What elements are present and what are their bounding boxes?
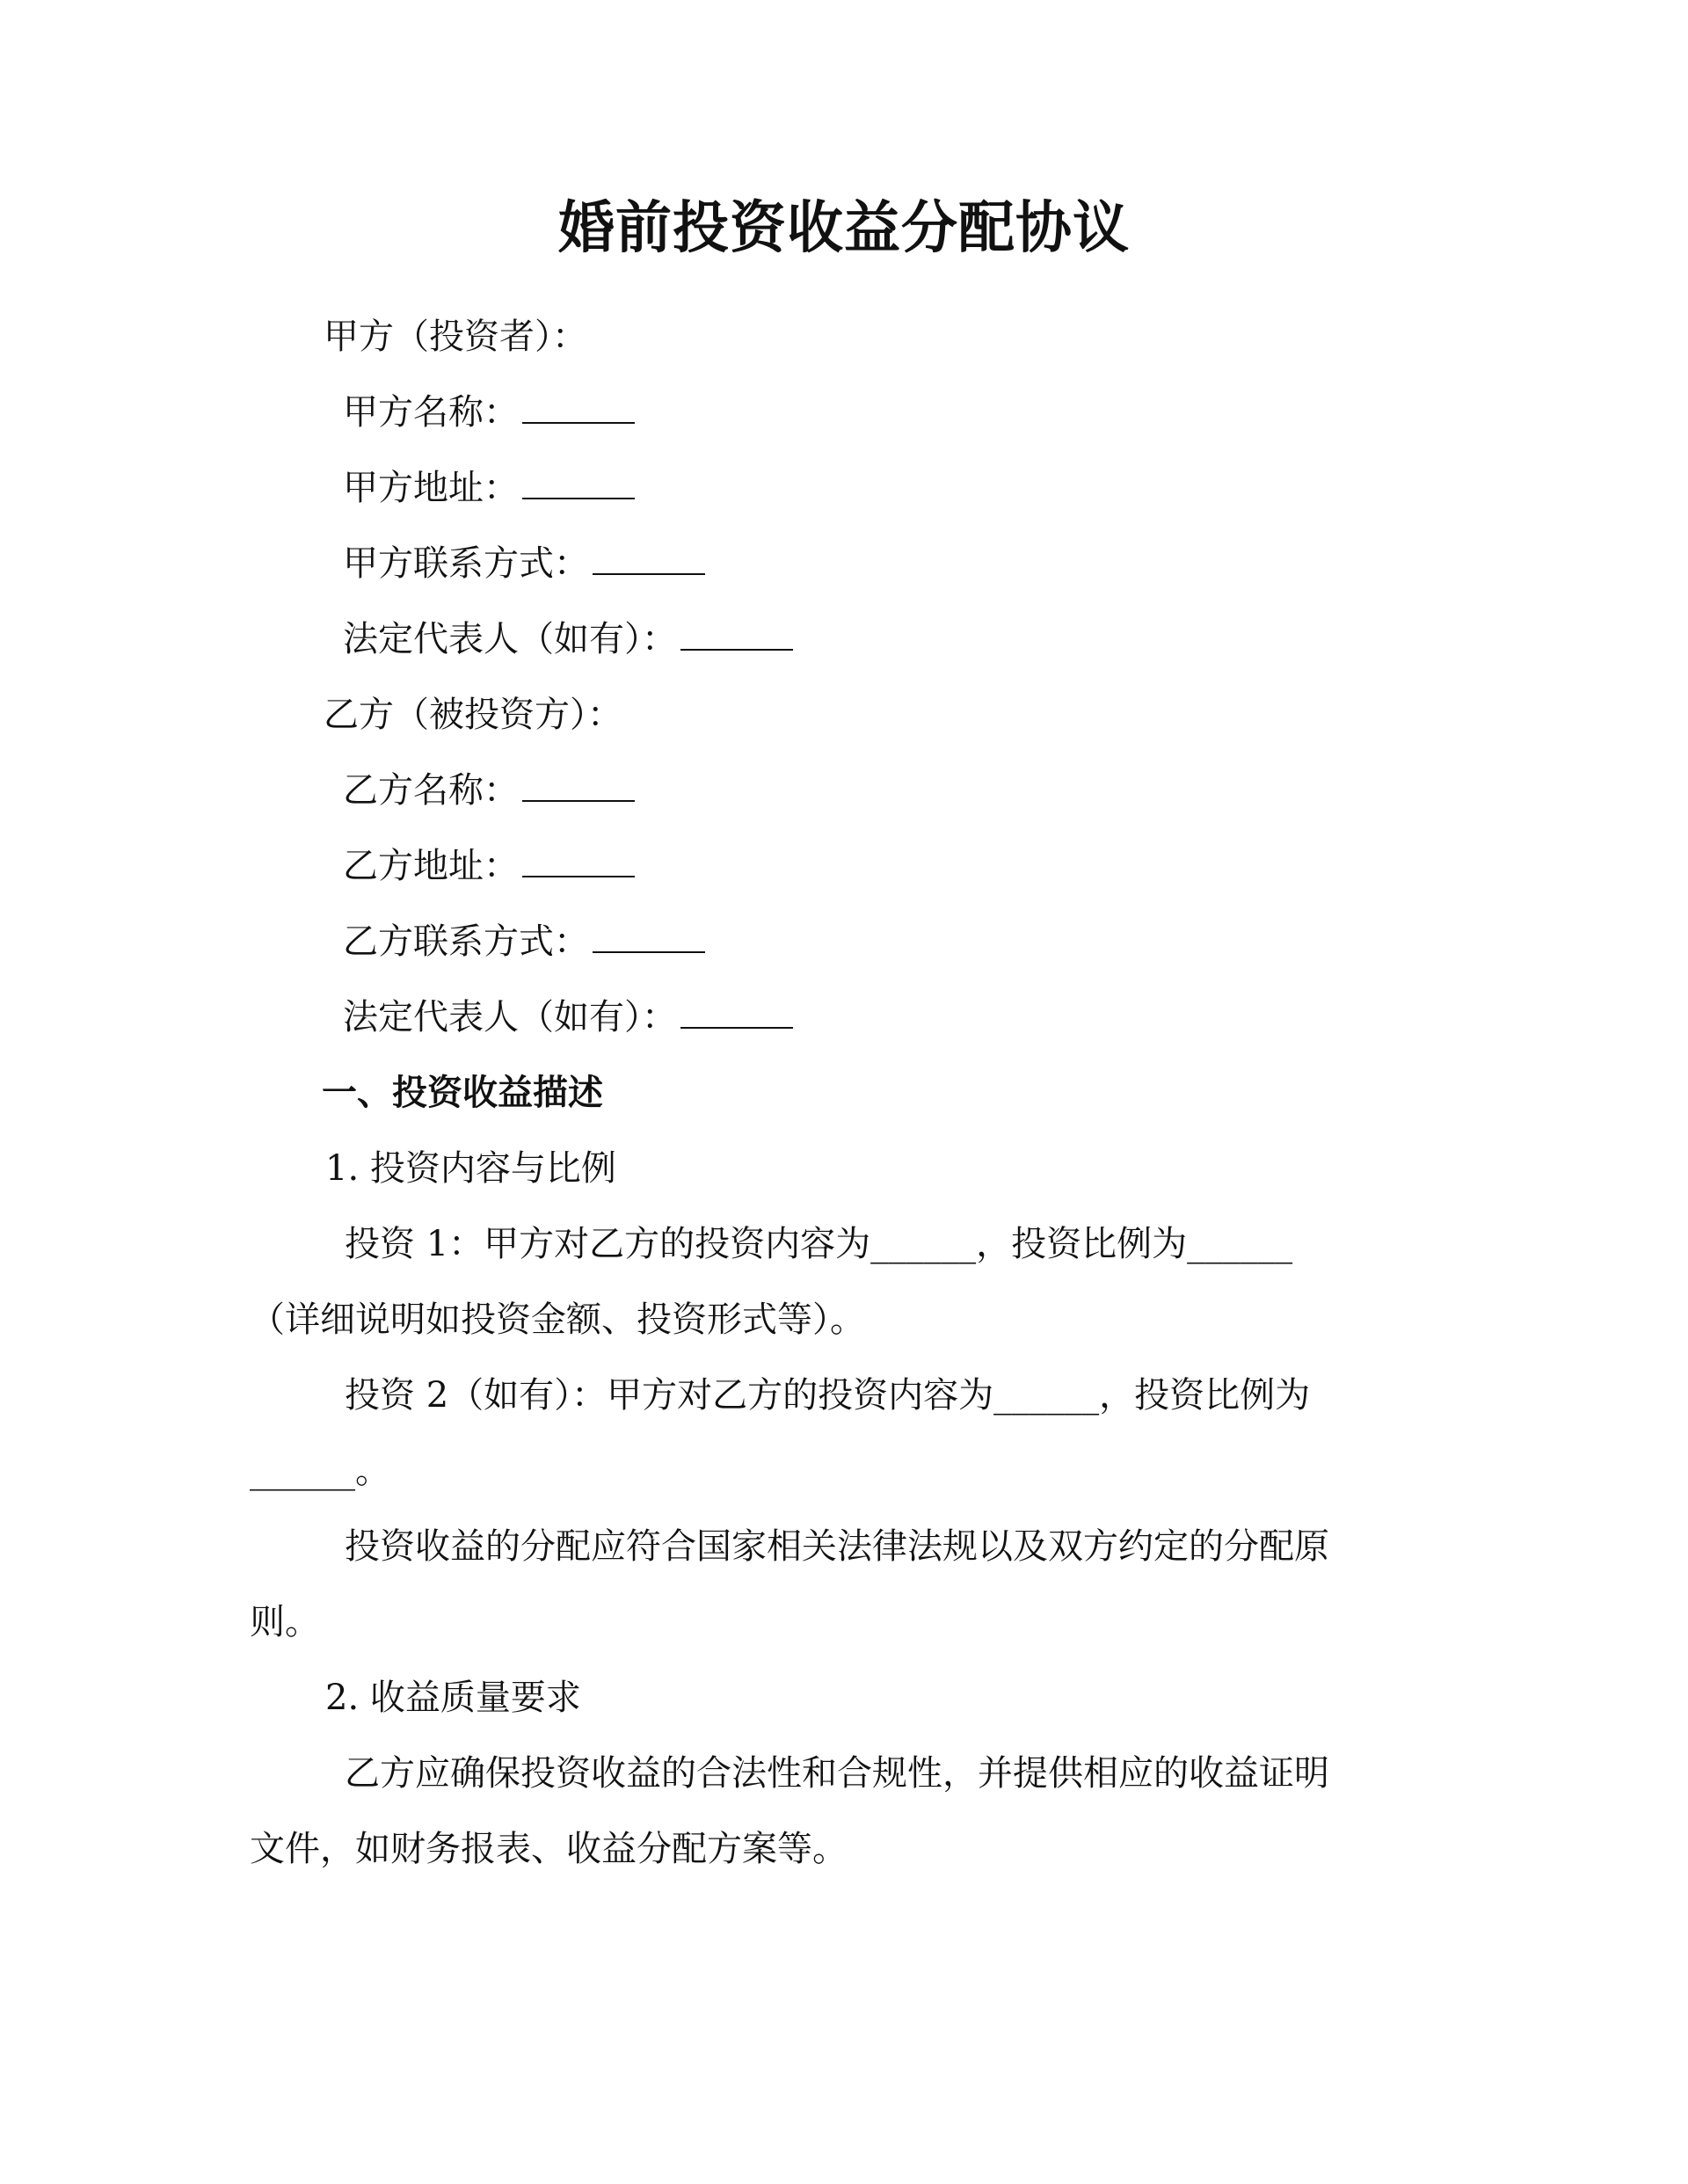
party-b-address-blank (522, 876, 635, 877)
quality-requirement-line-2: 文件，如财务报表、收益分配方案等。 (250, 1829, 848, 1869)
party-a-rep-blank (680, 649, 793, 651)
party-b-heading: 乙方（被投资方）： (324, 695, 622, 735)
party-a-address-blank (522, 498, 635, 499)
investment-2-line-2: ______。 (250, 1451, 390, 1491)
investment-1-line-2: （详细说明如投资金额、投资形式等）。 (250, 1299, 865, 1340)
party-a-address-field (343, 466, 635, 510)
investment-2-line-1: 投资 2（如有）：甲方对乙方的投资内容为______，投资比例为 (345, 1375, 1311, 1416)
party-a-heading: 甲方（投资者）： (324, 317, 587, 357)
item-2-heading: 2. 收益质量要求 (325, 1678, 581, 1718)
investment-1-line-1: 投资 1：甲方对乙方的投资内容为______，投资比例为______ (345, 1224, 1293, 1264)
quality-requirement-line-1: 乙方应确保投资收益的合法性和合规性，并提供相应的收益证明 (345, 1753, 1329, 1794)
party-b-address-label: 乙方地址： (343, 846, 519, 886)
document-title: 婚前投资收益分配协议 (558, 195, 1130, 261)
party-b-name-field (343, 768, 635, 812)
section-1-heading: 一、投资收益描述 (322, 1073, 603, 1113)
party-b-contact-label: 乙方联系方式： (343, 921, 589, 962)
party-a-rep-field (343, 617, 793, 661)
party-a-contact-blank (593, 573, 705, 575)
party-a-contact-label: 甲方联系方式： (343, 543, 589, 584)
party-a-address-label: 甲方地址： (343, 468, 519, 508)
party-b-rep-label: 法定代表人（如有）： (343, 997, 677, 1037)
party-a-rep-label: 法定代表人（如有）： (343, 619, 677, 659)
item-1-heading: 1. 投资内容与比例 (325, 1148, 616, 1189)
distribution-principle-line-2: 则。 (250, 1602, 320, 1642)
party-b-address-field (343, 844, 635, 888)
party-b-name-blank (522, 800, 635, 802)
party-b-rep-field (343, 995, 793, 1039)
party-b-contact-blank (593, 951, 705, 953)
party-a-name-label: 甲方名称： (343, 392, 519, 433)
party-b-contact-field (343, 920, 705, 964)
party-b-rep-blank (680, 1027, 793, 1029)
party-a-contact-field (343, 542, 705, 586)
party-b-name-label: 乙方名称： (343, 770, 519, 811)
distribution-principle-line-1: 投资收益的分配应符合国家相关法律法规以及双方约定的分配原 (345, 1526, 1329, 1567)
party-a-name-field (343, 390, 635, 434)
party-a-name-blank (522, 422, 635, 424)
